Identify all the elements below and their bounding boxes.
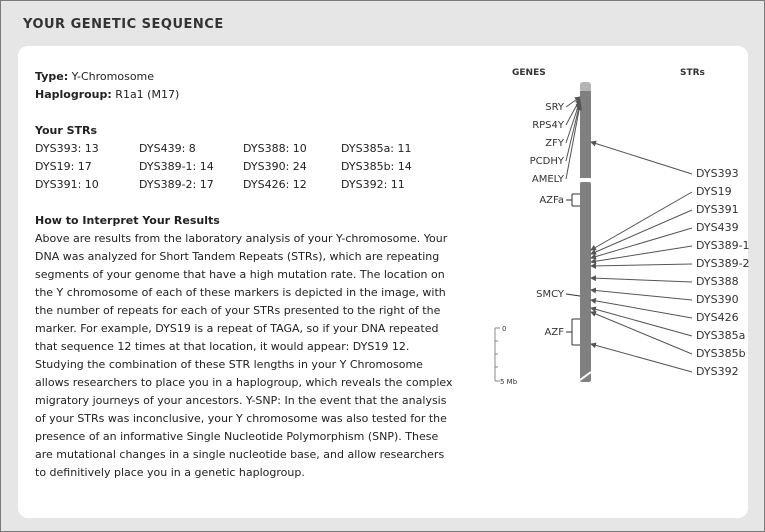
y-chromosome-diagram xyxy=(488,56,750,396)
str-value: DYS439: 8 xyxy=(139,142,196,155)
str-marker-label: DYS439 xyxy=(696,221,739,234)
str-value: DYS390: 24 xyxy=(243,160,307,173)
region-label-azfa: AZFa xyxy=(539,195,564,206)
str-marker-label: DYS390 xyxy=(696,293,739,306)
str-pointer-dys390 xyxy=(591,290,692,300)
str-value: DYS389-2: 17 xyxy=(139,178,214,191)
str-marker-label: DYS388 xyxy=(696,275,739,288)
str-marker-label: DYS426 xyxy=(696,311,739,324)
str-marker-label: DYS389-2 xyxy=(696,257,750,270)
region-label-smcy: SMCY xyxy=(536,289,564,300)
haplogroup-row xyxy=(35,86,455,104)
chromosome-shape xyxy=(580,82,591,382)
scale-top-label: 0 xyxy=(502,325,507,333)
str-value: DYS426: 12 xyxy=(243,178,307,191)
gene-label-pcdhy: PCDHY xyxy=(529,156,564,167)
str-value: DYS393: 13 xyxy=(35,142,99,155)
str-marker-label: DYS389-1 xyxy=(696,239,750,252)
scale-bar xyxy=(495,328,500,381)
str-value: DYS388: 10 xyxy=(243,142,307,155)
str-value: DYS385b: 14 xyxy=(341,160,412,173)
scale-bottom-label: 5 Mb xyxy=(500,378,518,386)
str-marker-label: DYS385b xyxy=(696,347,746,360)
str-marker-label: DYS393 xyxy=(696,167,739,180)
str-value: DYS385a: 11 xyxy=(341,142,412,155)
str-marker-label: DYS385a xyxy=(696,329,746,342)
str-value: DYS389-1: 14 xyxy=(139,160,214,173)
strs-header: STRs xyxy=(680,68,705,78)
str-pointer-dys389-2 xyxy=(591,264,692,266)
gene-label-rps4y: RPS4Y xyxy=(532,120,564,131)
str-value: DYS19: 17 xyxy=(35,160,92,173)
type-label: Type: xyxy=(35,70,69,83)
strs-title: Your STRs xyxy=(35,124,98,137)
str-pointer-dys388 xyxy=(591,278,692,282)
gene-label-sry: SRY xyxy=(545,102,564,113)
gene-pointer-amely xyxy=(566,105,580,179)
region-label-azf: AZF xyxy=(544,327,564,338)
str-pointer-dys385a xyxy=(591,308,692,336)
str-marker-label: DYS19 xyxy=(696,185,732,198)
type-row xyxy=(35,68,455,86)
interpretation-body: Above are results from the laboratory analysis of your Y-chromosome. Your DNA was analyzed for Short Tandem Repeats (STRs), which are repeating segments of your genome that have a high mutation rate. The location on the Y chromosome of each of these markers is depicted in the image, with the number of repeats for each of your STRs presented to the right of the marker. For example, DYS19 is a repeat of TAGA, so if your DNA repeated that sequence 12 times at that location, it would appear: DYS19 12. Studying the combination of these STR lengths in your Y Chromosome allows researchers to place you in a haplogroup, which reveals the complex migratory journeys of your ancestors. Y-SNP: In the event that the analysis of your STRs was inconclusive, your Y chromosome was also tested for the presence of an informative Single Nucleotide Polymorphism (SNP). These are mutational changes in a single nucleotide base, and allow researchers to definitively place you in a genetic haplogroup. xyxy=(35,232,453,479)
str-value: DYS391: 10 xyxy=(35,178,99,191)
str-pointer-dys426 xyxy=(591,300,692,318)
str-marker-label: DYS391 xyxy=(696,203,739,216)
azfa-bracket xyxy=(566,194,580,206)
str-pointer-dys19 xyxy=(591,192,692,250)
results-panel xyxy=(18,46,748,518)
results-info xyxy=(35,68,455,482)
str-marker-label: DYS392 xyxy=(696,365,739,378)
str-value: DYS392: 11 xyxy=(341,178,405,191)
strs-grid xyxy=(35,140,455,194)
haplogroup-value: R1a1 (M17) xyxy=(115,88,180,101)
interpretation-title: How to Interpret Your Results xyxy=(35,214,220,227)
gene-label-amely: AMELY xyxy=(531,174,564,185)
haplogroup-label: Haplogroup: xyxy=(35,88,112,101)
page-title: YOUR GENETIC SEQUENCE xyxy=(23,17,224,32)
azf-bracket xyxy=(566,319,580,345)
gene-label-zfy: ZFY xyxy=(545,138,564,149)
type-value: Y-Chromosome xyxy=(71,70,155,83)
genes-header: GENES xyxy=(512,68,546,78)
str-pointer-dys393 xyxy=(591,142,692,174)
smcy-pointer xyxy=(566,294,580,296)
